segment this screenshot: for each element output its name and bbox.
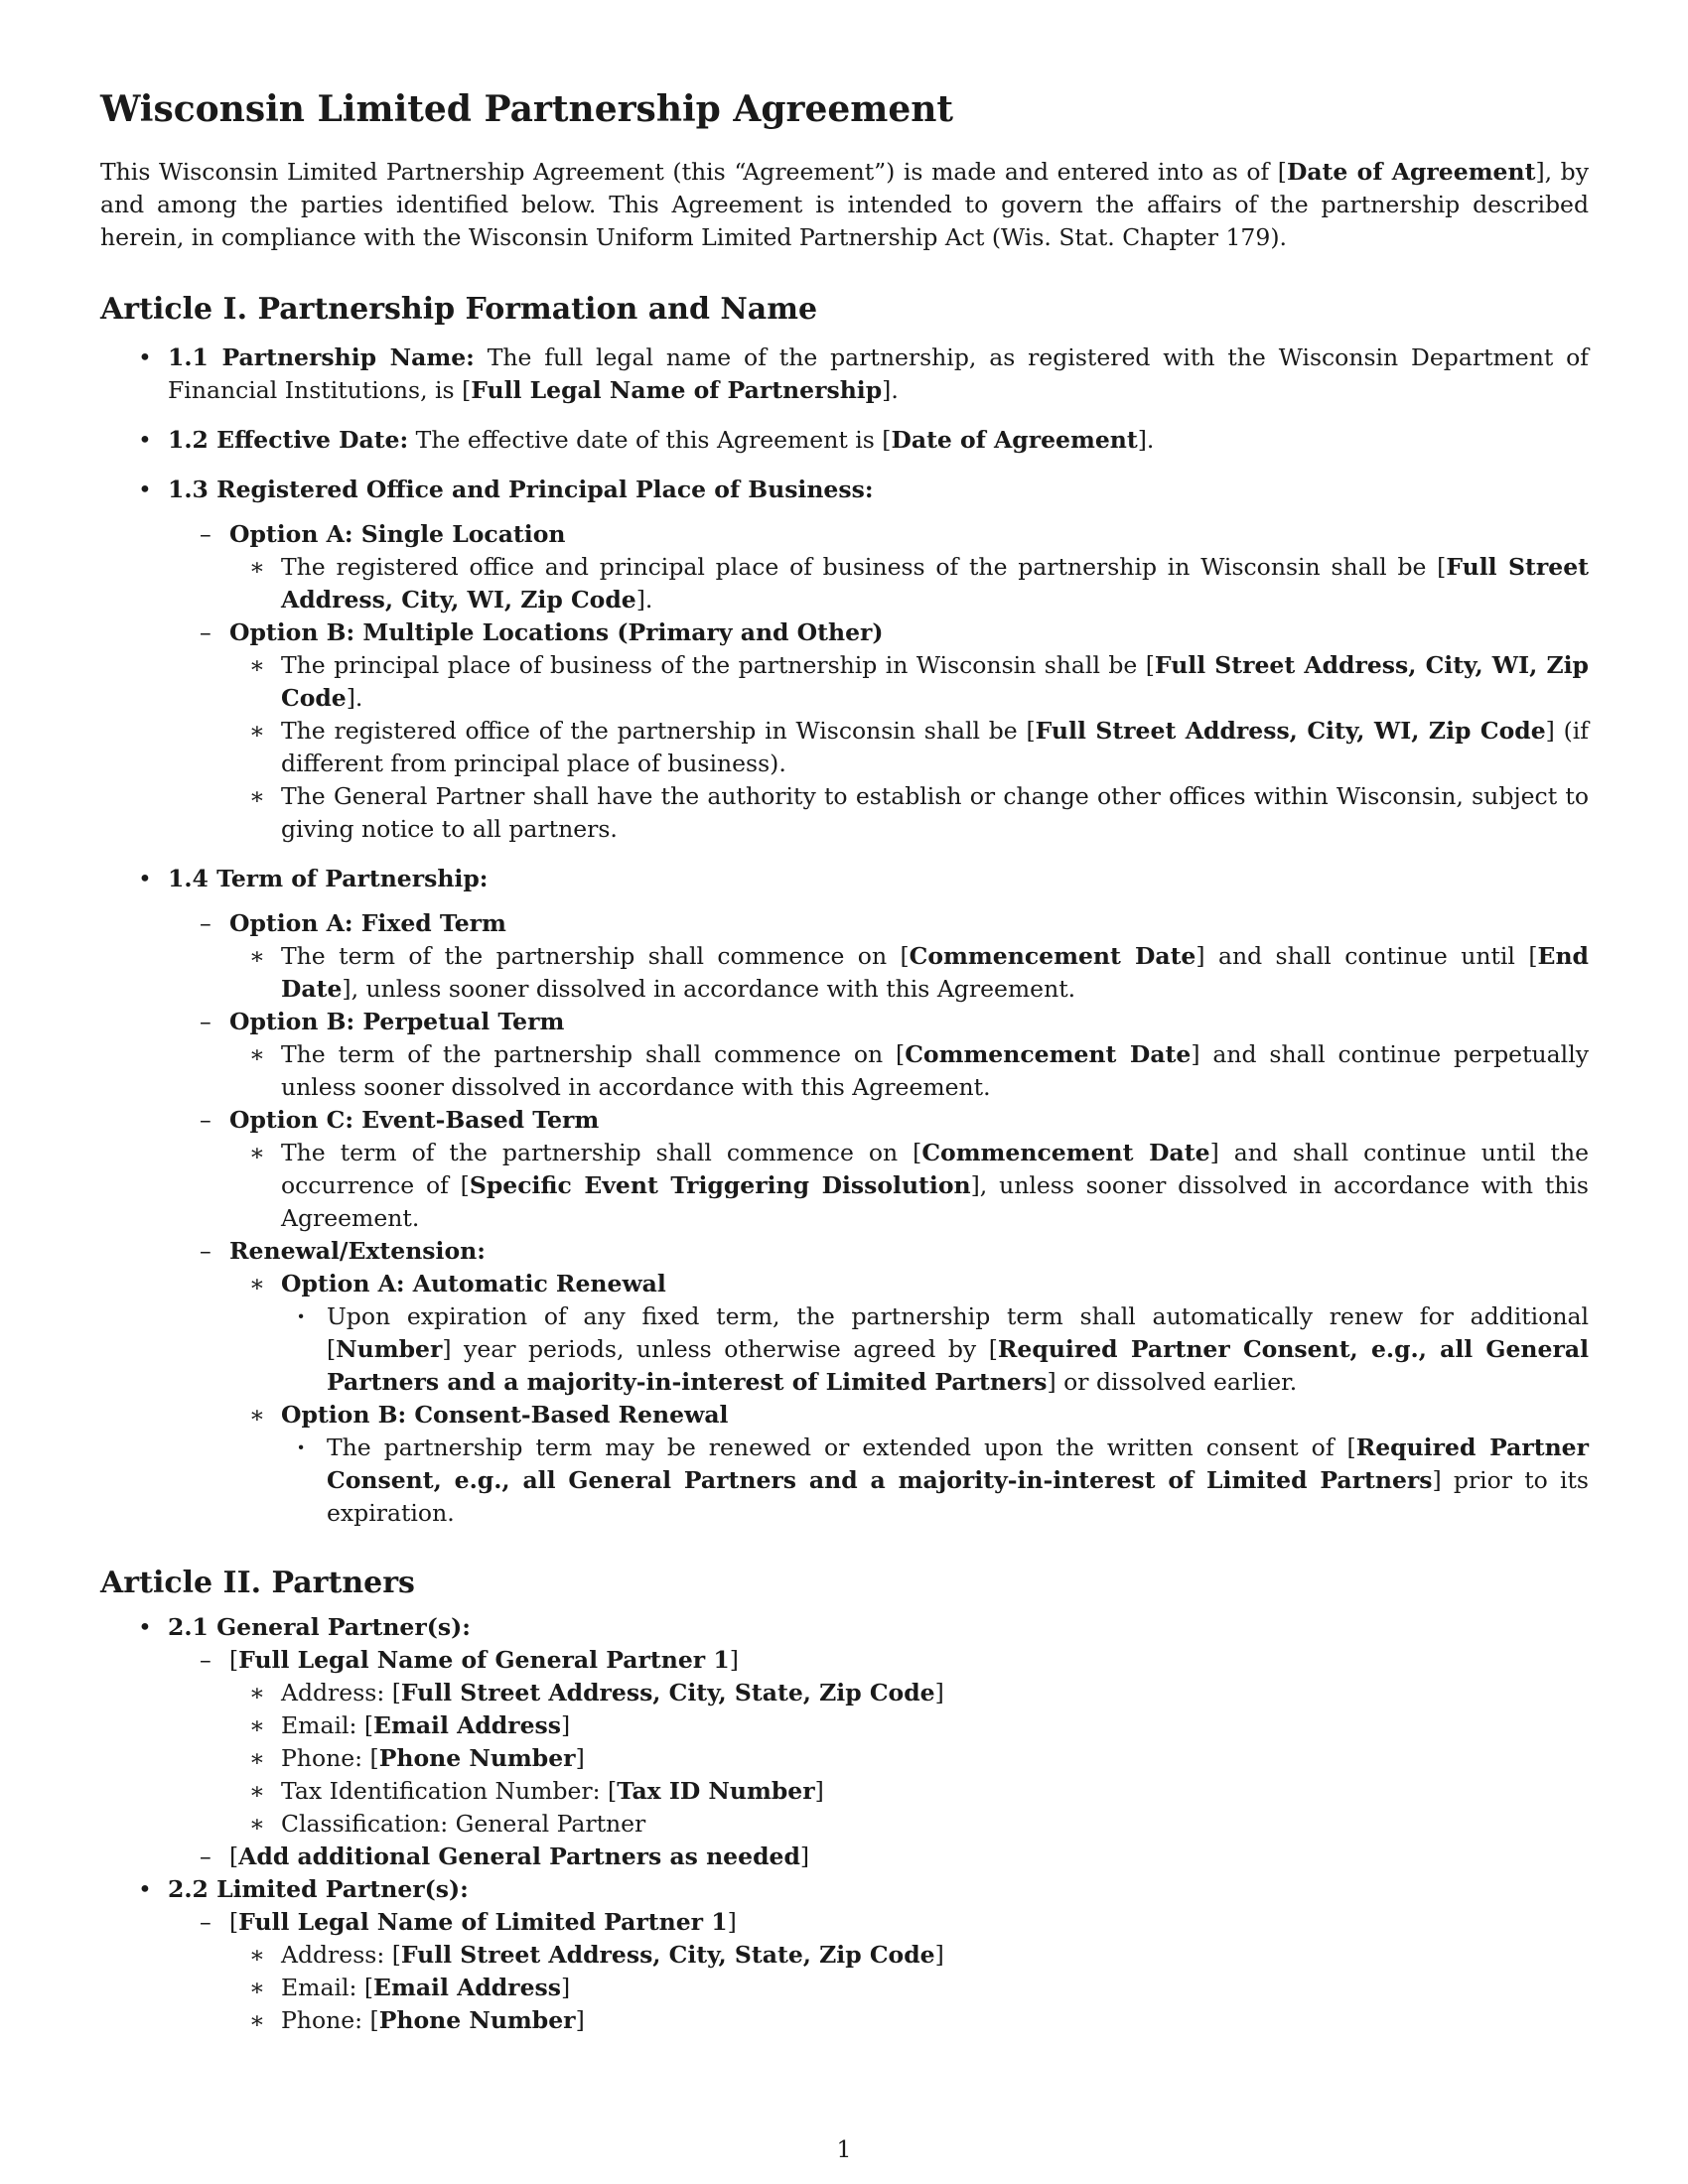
- option-b-multiple-locations: [100, 616, 1589, 649]
- field-label: Email: [: [281, 1974, 374, 2001]
- list-item: [100, 1137, 1589, 1235]
- article-2-heading: Article II. Partners: [100, 1566, 415, 1600]
- placeholder: Phone Number: [378, 2006, 576, 2034]
- renewal-option-b: [100, 1399, 1589, 1432]
- item-text: ], unless sooner dissolved in accordance with this Agreement.: [342, 975, 1076, 1003]
- field-label: Phone: [: [281, 1744, 379, 1772]
- item-text: The term of the partnership shall commence on [: [281, 942, 910, 970]
- field-label: Tax Identification Number: [: [281, 1777, 618, 1805]
- option-label: Option A: Single Location: [229, 520, 566, 548]
- section-text: The full legal name of the partnership, as registered with the Wisconsin Department of Financial Institutions, is [: [168, 343, 1589, 404]
- placeholder: Full Legal Name of Partnership: [471, 376, 883, 404]
- item-text: ], unless sooner dissolved in accordance with this Agreement.: [281, 1171, 1589, 1232]
- list-item: [100, 551, 1589, 616]
- section-1-1: [100, 341, 1589, 407]
- section-text: ].: [1137, 426, 1155, 454]
- placeholder: Required Partner Consent, e.g., all General Partners and a majority-in-interest of Limited Partners: [327, 1335, 1590, 1396]
- intro-paragraph: [100, 156, 1589, 254]
- document-title: Wisconsin Limited Partnership Agreement: [100, 88, 954, 130]
- option-c-event-based-term: [100, 1104, 1589, 1137]
- list-item: ∗ Address: [Full Street Address, City, State, Zip Code]: [100, 1939, 1589, 1972]
- list-item: [100, 1300, 1589, 1399]
- placeholder: Full Street Address, City, State, Zip Code: [400, 1679, 935, 1706]
- general-partner-1: – [Full Legal Name of General Partner 1]: [100, 1644, 1589, 1677]
- item-text: ] year periods, unless otherwise agreed by [: [442, 1335, 998, 1363]
- placeholder: Full Street Address, City, WI, Zip Code: [281, 553, 1590, 614]
- section-label: 2.1 General Partner(s):: [168, 1613, 471, 1641]
- article-1-heading: Article I. Partnership Formation and Name: [100, 292, 818, 327]
- add-general-partners: – [Add additional General Partners as needed]: [100, 1841, 1589, 1873]
- option-label: Option B: Multiple Locations (Primary and Other): [229, 618, 884, 646]
- item-text: ] or dissolved earlier.: [1047, 1368, 1298, 1396]
- section-label: 1.4 Term of Partnership:: [168, 865, 489, 892]
- intro-text: This Wisconsin Limited Partnership Agreement (this “Agreement”) is made and entered into as of [: [100, 158, 1287, 186]
- list-item: [100, 715, 1589, 780]
- section-label: 2.2 Limited Partner(s):: [168, 1875, 469, 1903]
- item-text: The term of the partnership shall commence on [: [281, 1139, 922, 1166]
- placeholder: Date of Agreement: [891, 426, 1138, 454]
- item-text: ] and shall continue until the occurrence of [: [281, 1139, 1589, 1199]
- list-item: ∗ Phone: [Phone Number]: [100, 2004, 1589, 2037]
- item-text: Upon expiration of any fixed term, the partnership term shall automatically renew for additional [: [327, 1302, 1589, 1363]
- section-label: 1.3 Registered Office and Principal Place of Business:: [168, 476, 874, 503]
- field-label: Phone: [: [281, 2006, 379, 2034]
- placeholder: Commencement Date: [921, 1139, 1210, 1166]
- intro-date-placeholder: Date of Agreement: [1286, 158, 1536, 186]
- placeholder: Required Partner Consent, e.g., all General Partners and a majority-in-interest of Limited Partners: [327, 1433, 1589, 1494]
- list-item: ∗ Tax Identification Number: [Tax ID Number]: [100, 1775, 1589, 1808]
- option-a-fixed-term: [100, 907, 1589, 940]
- item-text: ] prior to its expiration.: [327, 1466, 1589, 1527]
- item-text: The principal place of business of the partnership in Wisconsin shall be [: [281, 651, 1155, 679]
- field-label: Email: [: [281, 1711, 374, 1739]
- list-item: ∗ Email: [Email Address]: [100, 1709, 1589, 1742]
- placeholder: Email Address: [373, 1974, 561, 2001]
- limited-partner-1: – [Full Legal Name of Limited Partner 1]: [100, 1906, 1589, 1939]
- section-label: 1.2 Effective Date:: [168, 426, 409, 454]
- item-text: ] and shall continue perpetually unless sooner dissolved in accordance with this Agreement.: [281, 1040, 1589, 1101]
- document-body: [100, 87, 1589, 2037]
- list-item: ∗ Email: [Email Address]: [100, 1972, 1589, 2004]
- placeholder: Specific Event Triggering Dissolution: [469, 1171, 971, 1199]
- placeholder: Full Street Address, City, State, Zip Code: [400, 1941, 935, 1969]
- field-label: Address: [: [281, 1941, 401, 1969]
- list-item: [100, 1038, 1589, 1104]
- placeholder: Full Legal Name of Limited Partner 1: [238, 1908, 728, 1936]
- item-text: The registered office of the partnership in Wisconsin shall be [: [281, 717, 1036, 745]
- option-label: Option B: Perpetual Term: [229, 1008, 565, 1035]
- placeholder: Commencement Date: [905, 1040, 1192, 1068]
- section-1-3: [100, 474, 1589, 506]
- item-text: ].: [635, 586, 653, 614]
- section-1-2: [100, 424, 1589, 457]
- option-a-single-location: [100, 518, 1589, 551]
- list-item: ∗ Phone: [Phone Number]: [100, 1742, 1589, 1775]
- list-item: ∗ Classification: General Partner: [100, 1808, 1589, 1841]
- placeholder: Commencement Date: [909, 942, 1196, 970]
- placeholder: Full Street Address, City, WI, Zip Code: [281, 651, 1589, 712]
- list-item: [100, 1432, 1589, 1530]
- option-label: Option A: Automatic Renewal: [281, 1270, 666, 1297]
- page-number: 1: [836, 2135, 852, 2163]
- item-text: ] and shall continue until [: [1196, 942, 1538, 970]
- field-label: Address: [: [281, 1679, 401, 1706]
- item-text: ] (if different from principal place of business).: [281, 717, 1589, 777]
- item-text: The partnership term may be renewed or extended upon the written consent of [: [327, 1433, 1356, 1461]
- section-text: ].: [882, 376, 899, 404]
- placeholder: End Date: [281, 942, 1589, 1003]
- section-text: The effective date of this Agreement is [: [408, 426, 892, 454]
- list-item: [100, 649, 1589, 715]
- section-1-4: [100, 863, 1589, 895]
- renewal-extension: [100, 1235, 1589, 1268]
- list-item: ∗ The General Partner shall have the authority to establish or change other offices within Wisconsin, subject to giving notice to all partners.: [100, 780, 1589, 846]
- placeholder: Number: [336, 1335, 443, 1363]
- option-label: Option B: Consent-Based Renewal: [281, 1401, 729, 1429]
- placeholder: Phone Number: [378, 1744, 576, 1772]
- item-text: The term of the partnership shall commence on [: [281, 1040, 906, 1068]
- section-2-2: [100, 1873, 1589, 1906]
- list-item: ∗ Address: [Full Street Address, City, State, Zip Code]: [100, 1677, 1589, 1709]
- item-text: The registered office and principal place of business of the partnership in Wisconsin shall be [: [281, 553, 1447, 581]
- item-text: ].: [346, 684, 363, 712]
- list-item: [100, 940, 1589, 1006]
- placeholder: Full Street Address, City, WI, Zip Code: [1035, 717, 1546, 745]
- renewal-option-a: [100, 1268, 1589, 1300]
- option-label: Option A: Fixed Term: [229, 909, 506, 937]
- placeholder: Tax ID Number: [617, 1777, 815, 1805]
- option-label: Option C: Event-Based Term: [229, 1106, 600, 1134]
- placeholder: Add additional General Partners as needed: [238, 1843, 800, 1870]
- option-label: Renewal/Extension:: [229, 1237, 486, 1265]
- placeholder: Full Legal Name of General Partner 1: [238, 1646, 730, 1674]
- intro-text: ], by and among the parties identified below. This Agreement is intended to govern the affairs of the partnership described herein, in compliance with the Wisconsin Uniform Limited Partnership Act (Wis. Stat. Chapter 179).: [100, 158, 1589, 251]
- section-label: 1.1 Partnership Name:: [168, 343, 475, 371]
- placeholder: Email Address: [373, 1711, 561, 1739]
- option-b-perpetual-term: [100, 1006, 1589, 1038]
- section-2-1: [100, 1611, 1589, 1644]
